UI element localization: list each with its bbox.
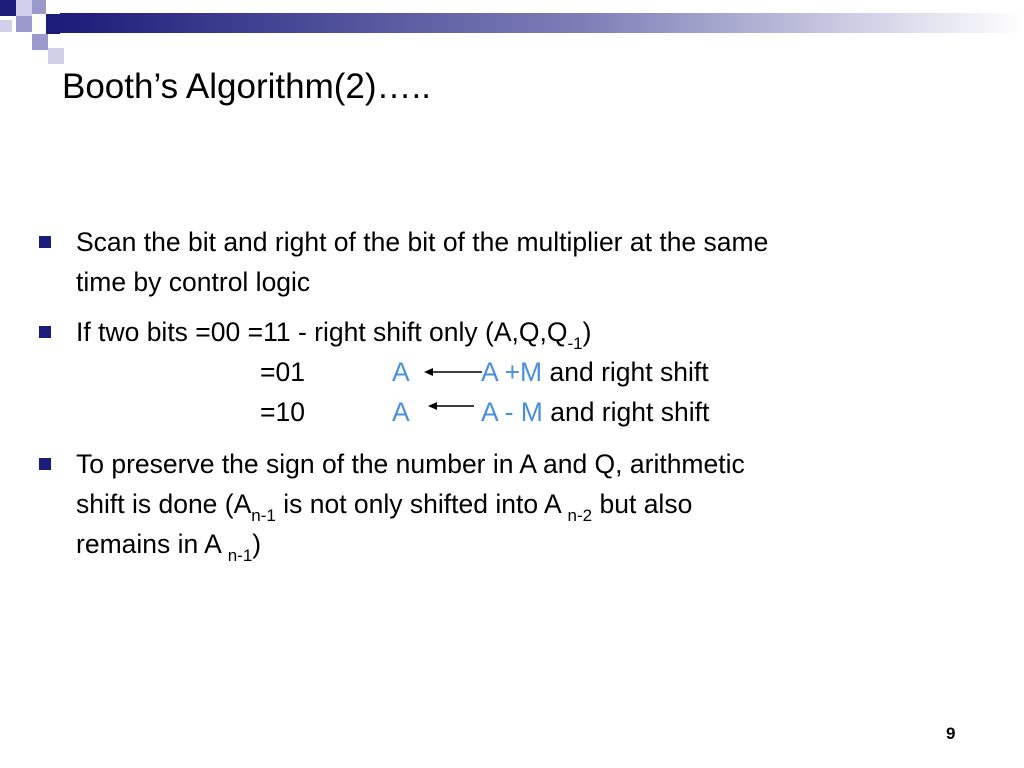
bullet-3-line-1: To preserve the sign of the number in A and Q, arithmetic bbox=[76, 449, 745, 479]
page-number: 9 bbox=[946, 724, 956, 743]
bullet-1-line-2: time by control logic bbox=[76, 267, 311, 297]
bullet-marker bbox=[39, 236, 51, 248]
text-segment: remains in A bbox=[76, 529, 228, 559]
text-segment: is not only shifted into A bbox=[275, 489, 568, 519]
subscript: -1 bbox=[567, 334, 583, 353]
row-10-expression bbox=[481, 392, 709, 432]
bullet-marker bbox=[39, 326, 51, 338]
text-segment: shift is done (A bbox=[76, 489, 252, 519]
bullet-3-line-3 bbox=[76, 524, 261, 568]
text-segment: but also bbox=[592, 489, 693, 519]
left-arrow-icon bbox=[428, 398, 476, 414]
subscript: n-2 bbox=[567, 506, 593, 525]
left-arrow-icon bbox=[424, 364, 484, 380]
bullet-2-text: If two bits =00 =11 - right shift only (A,Q,Q bbox=[76, 317, 568, 347]
target-register-a: A bbox=[392, 357, 410, 387]
bullet-3-line-2 bbox=[76, 484, 692, 528]
target-register-a: A bbox=[392, 397, 410, 427]
row-01-expression bbox=[481, 352, 709, 392]
row-suffix: and right shift bbox=[550, 397, 710, 427]
subscript: n-1 bbox=[227, 546, 253, 565]
add-expression: A +M bbox=[481, 357, 543, 387]
bullet-2-line-1 bbox=[76, 312, 591, 356]
subtract-expression: A - M bbox=[481, 397, 543, 427]
subscript: n-1 bbox=[251, 506, 276, 525]
condition-10: =10 bbox=[260, 397, 305, 427]
slide-title: Booth’s Algorithm(2)….. bbox=[62, 67, 431, 106]
condition-01: =01 bbox=[260, 357, 305, 387]
bullet-2-close: ) bbox=[582, 317, 592, 347]
bullet-1-line-1: Scan the bit and right of the bit of the multiplier at the same bbox=[76, 227, 769, 257]
text-segment: ) bbox=[252, 529, 262, 559]
bullet-marker bbox=[39, 458, 51, 470]
row-suffix: and right shift bbox=[549, 357, 709, 387]
